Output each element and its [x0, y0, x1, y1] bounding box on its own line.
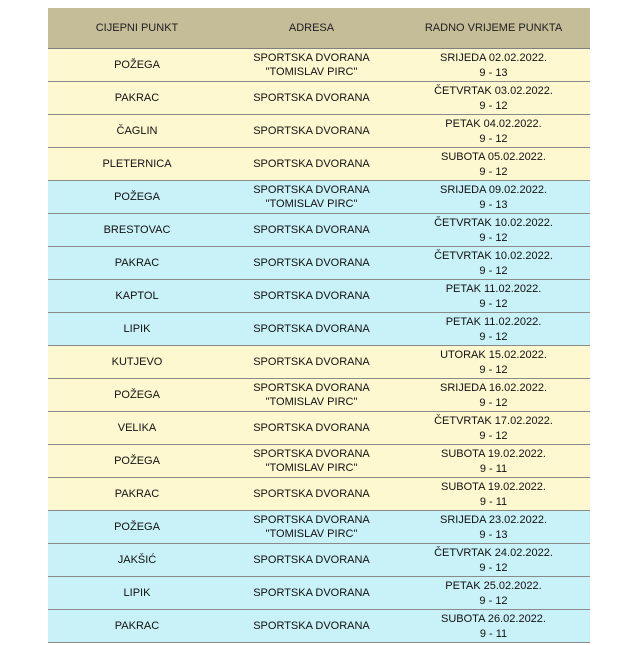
cell-datum: SUBOTA 19.02.2022.	[441, 448, 546, 460]
cell-sati: 9 - 12	[479, 265, 508, 277]
cell-radno-vrijeme	[397, 379, 590, 412]
cell-datum: SRIJEDA 09.02.2022.	[439, 184, 547, 196]
cell-radno-vrijeme	[397, 181, 590, 214]
cell-adresa: SPORTSKA DVORANA	[226, 247, 397, 280]
table-row	[48, 247, 590, 280]
table-row	[48, 181, 590, 214]
cell-radno-vrijeme	[397, 49, 590, 82]
cell-radno-vrijeme	[397, 445, 590, 478]
table-row	[48, 511, 590, 544]
table-row	[48, 49, 590, 82]
cell-sati: 9 - 12	[479, 331, 508, 343]
cell-adresa: SPORTSKA DVORANA	[226, 148, 397, 181]
cell-adresa: SPORTSKA DVORANA "TOMISLAV PIRC"	[226, 445, 397, 478]
table-row	[48, 148, 590, 181]
cell-sati: 9 - 12	[479, 298, 508, 310]
cell-datum: ČETVRTAK 24.02.2022.	[434, 547, 553, 559]
cell-adresa: SPORTSKA DVORANA	[226, 115, 397, 148]
cell-adresa: SPORTSKA DVORANA "TOMISLAV PIRC"	[226, 49, 397, 82]
cell-punkt: PAKRAC	[48, 478, 226, 511]
table-row	[48, 478, 590, 511]
cell-datum: PETAK 11.02.2022.	[445, 316, 542, 328]
header-radno-vrijeme: RADNO VRIJEME PUNKTA	[397, 8, 590, 49]
cell-sati: 9 - 12	[479, 100, 508, 112]
table-row	[48, 445, 590, 478]
cell-radno-vrijeme	[397, 247, 590, 280]
table-header-row	[48, 8, 590, 49]
table-row	[48, 577, 590, 610]
table-row	[48, 313, 590, 346]
table-row	[48, 214, 590, 247]
cell-radno-vrijeme	[397, 313, 590, 346]
cell-punkt: VELIKA	[48, 412, 226, 445]
cell-adresa: SPORTSKA DVORANA	[226, 313, 397, 346]
cell-radno-vrijeme	[397, 82, 590, 115]
table-row	[48, 346, 590, 379]
cell-datum: PETAK 04.02.2022.	[445, 118, 542, 130]
cell-punkt: JAKŠIĆ	[48, 544, 226, 577]
cell-adresa: SPORTSKA DVORANA "TOMISLAV PIRC"	[226, 379, 397, 412]
cell-sati: 9 - 12	[479, 562, 508, 574]
cell-sati: 9 - 13	[479, 529, 508, 541]
header-cijepni-punkt: CIJEPNI PUNKT	[48, 8, 226, 49]
cell-radno-vrijeme	[397, 544, 590, 577]
cell-punkt: PAKRAC	[48, 82, 226, 115]
table-row	[48, 280, 590, 313]
vaccination-schedule-table	[48, 8, 590, 643]
cell-punkt: PAKRAC	[48, 610, 226, 643]
cell-adresa: SPORTSKA DVORANA	[226, 544, 397, 577]
table-row	[48, 610, 590, 643]
cell-adresa: SPORTSKA DVORANA	[226, 346, 397, 379]
cell-radno-vrijeme	[397, 214, 590, 247]
cell-radno-vrijeme	[397, 610, 590, 643]
cell-datum: UTORAK 15.02.2022.	[440, 349, 547, 361]
cell-sati: 9 - 12	[479, 232, 508, 244]
cell-datum: ČETVRTAK 10.02.2022.	[434, 250, 553, 262]
cell-adresa: SPORTSKA DVORANA	[226, 280, 397, 313]
cell-adresa: SPORTSKA DVORANA	[226, 610, 397, 643]
cell-punkt: LIPIK	[48, 577, 226, 610]
cell-datum: SUBOTA 19.02.2022.	[441, 481, 546, 493]
cell-sati: 9 - 12	[479, 397, 508, 409]
table-row	[48, 544, 590, 577]
cell-punkt: BRESTOVAC	[48, 214, 226, 247]
cell-punkt: POŽEGA	[48, 445, 226, 478]
cell-radno-vrijeme	[397, 346, 590, 379]
cell-datum: ČETVRTAK 10.02.2022.	[434, 217, 553, 229]
cell-punkt: PAKRAC	[48, 247, 226, 280]
cell-sati: 9 - 11	[479, 496, 508, 508]
cell-adresa: SPORTSKA DVORANA	[226, 412, 397, 445]
cell-radno-vrijeme	[397, 148, 590, 181]
cell-punkt: KUTJEVO	[48, 346, 226, 379]
cell-datum: SUBOTA 26.02.2022.	[441, 613, 546, 625]
cell-adresa: SPORTSKA DVORANA	[226, 577, 397, 610]
cell-punkt: PLETERNICA	[48, 148, 226, 181]
cell-datum: PETAK 11.02.2022.	[445, 283, 542, 295]
cell-sati: 9 - 12	[479, 595, 508, 607]
table-row	[48, 412, 590, 445]
cell-radno-vrijeme	[397, 280, 590, 313]
table-row	[48, 379, 590, 412]
cell-datum: SRIJEDA 16.02.2022.	[439, 382, 547, 394]
cell-adresa: SPORTSKA DVORANA "TOMISLAV PIRC"	[226, 181, 397, 214]
cell-radno-vrijeme	[397, 577, 590, 610]
cell-datum: SRIJEDA 23.02.2022.	[439, 514, 547, 526]
cell-sati: 9 - 12	[479, 133, 508, 145]
cell-datum: ČETVRTAK 17.02.2022.	[434, 415, 553, 427]
cell-punkt: POŽEGA	[48, 181, 226, 214]
cell-sati: 9 - 13	[479, 67, 508, 79]
table-row	[48, 82, 590, 115]
cell-adresa: SPORTSKA DVORANA	[226, 82, 397, 115]
cell-radno-vrijeme	[397, 115, 590, 148]
cell-datum: ČETVRTAK 03.02.2022.	[434, 85, 553, 97]
cell-punkt: KAPTOL	[48, 280, 226, 313]
cell-radno-vrijeme	[397, 511, 590, 544]
cell-adresa: SPORTSKA DVORANA	[226, 214, 397, 247]
cell-punkt: ČAGLIN	[48, 115, 226, 148]
cell-sati: 9 - 12	[479, 430, 508, 442]
cell-punkt: POŽEGA	[48, 379, 226, 412]
table-row	[48, 115, 590, 148]
cell-datum: SRIJEDA 02.02.2022.	[439, 52, 547, 64]
cell-sati: 9 - 12	[479, 364, 508, 376]
cell-adresa: SPORTSKA DVORANA	[226, 478, 397, 511]
header-adresa: ADRESA	[226, 8, 397, 49]
cell-sati: 9 - 13	[479, 199, 508, 211]
table-body	[48, 49, 590, 643]
cell-sati: 9 - 11	[479, 463, 508, 475]
cell-punkt: LIPIK	[48, 313, 226, 346]
cell-datum: PETAK 25.02.2022.	[445, 580, 542, 592]
cell-sati: 9 - 12	[479, 166, 508, 178]
cell-punkt: POŽEGA	[48, 511, 226, 544]
cell-sati: 9 - 11	[479, 628, 508, 640]
cell-radno-vrijeme	[397, 478, 590, 511]
cell-datum: SUBOTA 05.02.2022.	[441, 151, 546, 163]
cell-radno-vrijeme	[397, 412, 590, 445]
cell-punkt: POŽEGA	[48, 49, 226, 82]
cell-adresa: SPORTSKA DVORANA "TOMISLAV PIRC"	[226, 511, 397, 544]
